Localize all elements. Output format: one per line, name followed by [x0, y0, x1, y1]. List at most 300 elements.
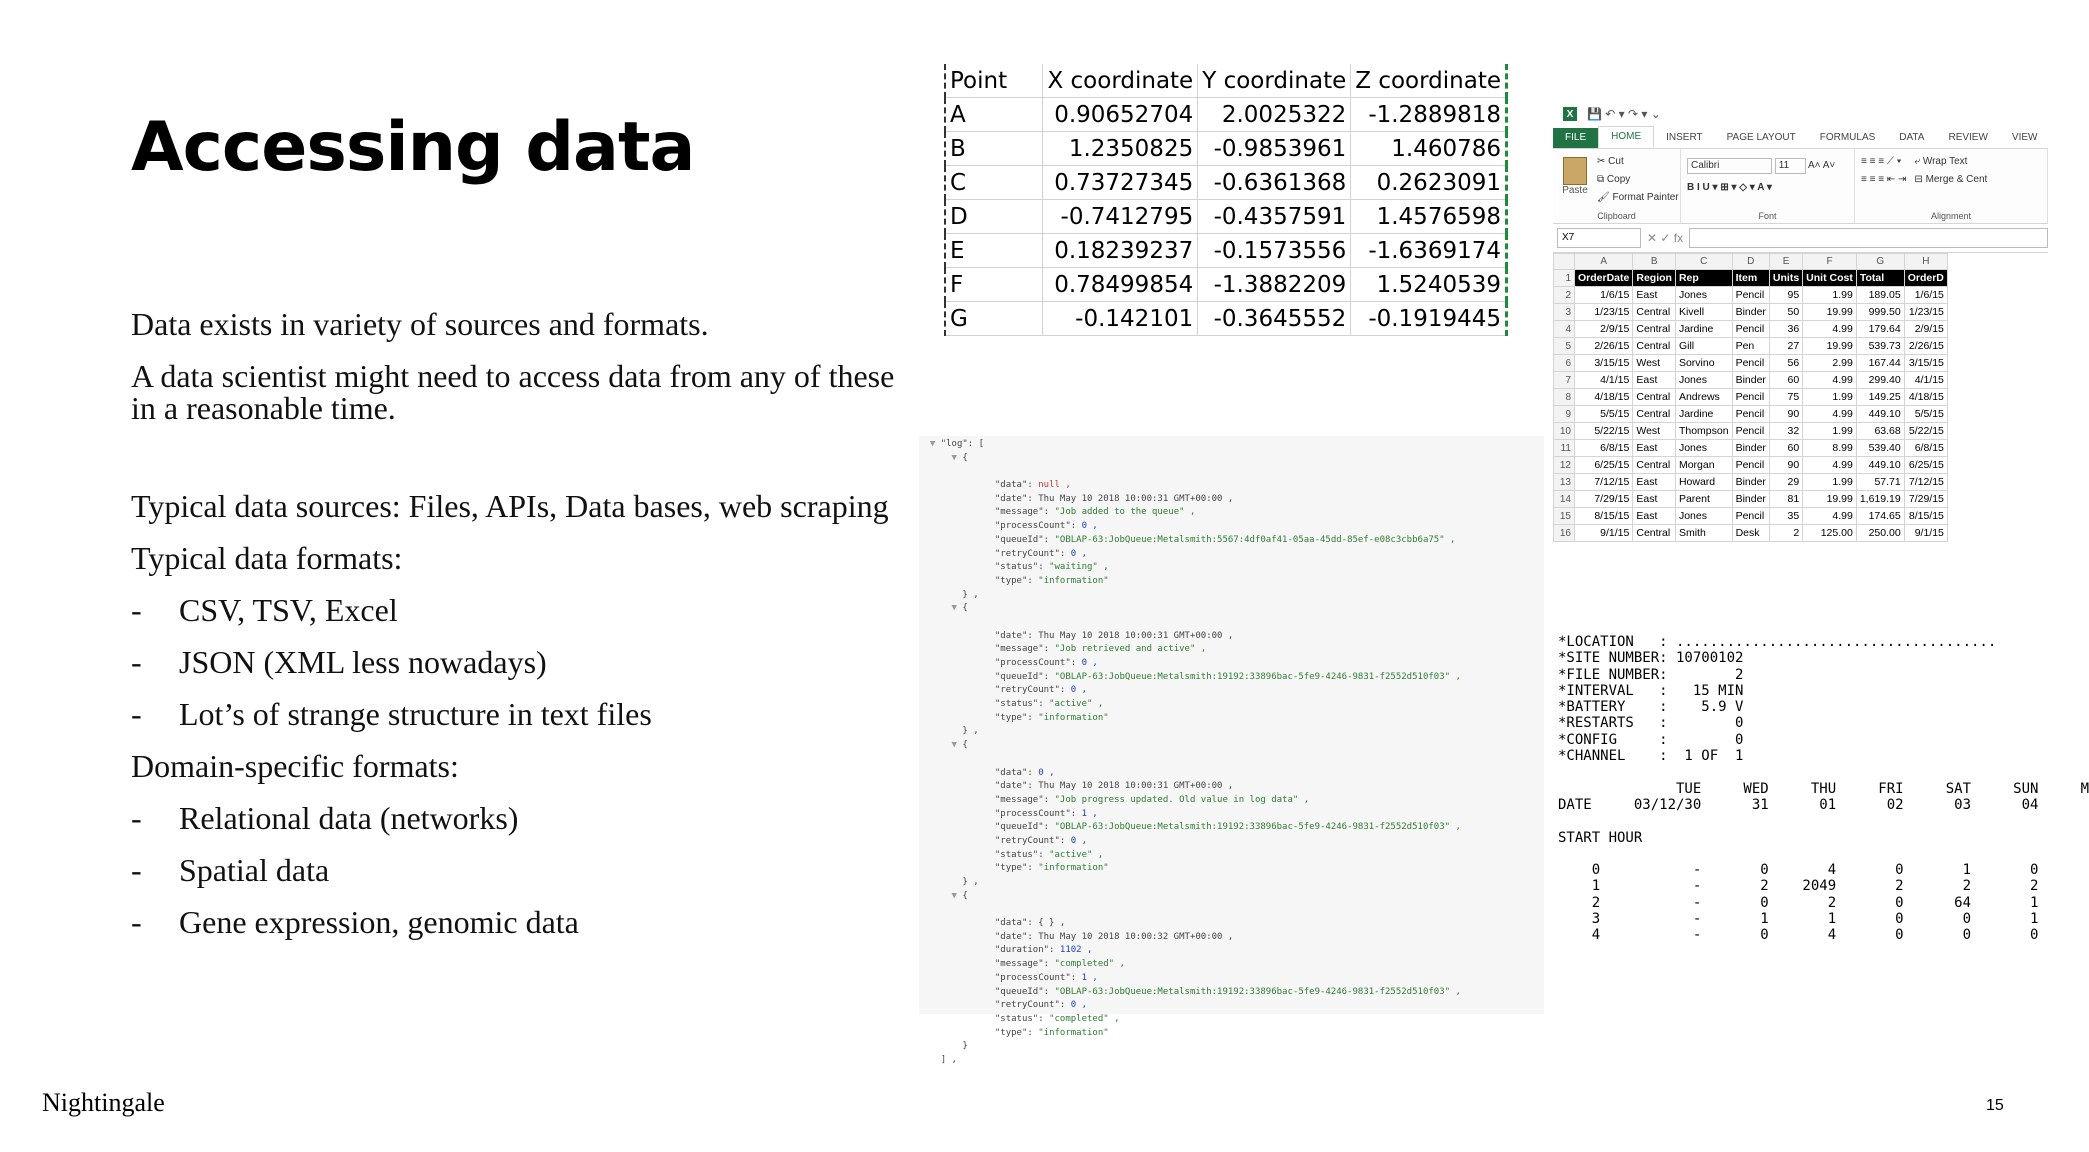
table-cell[interactable]: 4.99 [1803, 372, 1857, 389]
table-row [1554, 389, 1948, 406]
coord-cell: 1.460786 [1351, 132, 1507, 166]
table-cell[interactable]: Morgan [1675, 457, 1732, 474]
column-header[interactable]: B [1633, 254, 1676, 270]
text-line: *RESTARTS : 0 [1558, 715, 1744, 732]
table-cell[interactable]: 3/15/15 [1575, 355, 1633, 372]
table-header-cell[interactable]: OrderD [1904, 270, 1947, 287]
coord-cell: -0.6361368 [1198, 166, 1351, 200]
merge-center-button[interactable] [1914, 171, 1987, 189]
collapse-triangle-icon[interactable]: ▼ [951, 890, 957, 901]
tab-formulas[interactable]: FORMULAS [1819, 132, 1876, 143]
table-cell[interactable]: 1.99 [1803, 474, 1857, 491]
table-cell[interactable]: Andrews [1675, 389, 1732, 406]
table-cell[interactable]: 4.99 [1803, 406, 1857, 423]
json-line [919, 698, 1544, 712]
merge-icon: ⊟ [1914, 174, 1926, 185]
formula-bar-row [1553, 224, 2048, 253]
row-header[interactable]: 15 [1554, 508, 1575, 525]
table-cell[interactable]: Pen [1732, 338, 1769, 355]
table-cell[interactable]: Pencil [1732, 508, 1769, 525]
coord-cell: A [945, 98, 1043, 132]
coordinate-row [945, 98, 1507, 132]
table-cell[interactable]: 2.99 [1803, 355, 1857, 372]
json-line [919, 1027, 1544, 1041]
table-cell[interactable]: 81 [1769, 491, 1802, 508]
json-value: "OBLAP-63:JobQueue:Metalsmith:19192:33896bac-5fe9-4246-9831-f2552d510f03" , [1054, 986, 1461, 997]
table-cell[interactable]: 2/9/15 [1904, 321, 1947, 338]
table-header-cell[interactable]: Units [1769, 270, 1802, 287]
row-header[interactable]: 5 [1554, 338, 1575, 355]
table-cell[interactable]: 299.40 [1856, 372, 1904, 389]
collapse-triangle-icon[interactable]: ▼ [951, 603, 957, 614]
table-cell[interactable]: 60 [1769, 372, 1802, 389]
row-header[interactable]: 9 [1554, 406, 1575, 423]
json-key: "status": [994, 562, 1050, 573]
table-cell[interactable]: 167.44 [1856, 355, 1904, 372]
table-row [1554, 304, 1948, 321]
table-cell[interactable]: 6/8/15 [1575, 440, 1633, 457]
table-cell[interactable]: 60 [1769, 440, 1802, 457]
row-header[interactable]: 14 [1554, 491, 1575, 508]
tab-home[interactable]: HOME [1598, 126, 1654, 148]
json-key: "status": [994, 1013, 1050, 1024]
table-cell[interactable]: 6/25/15 [1904, 457, 1947, 474]
table-cell[interactable]: 174.65 [1856, 508, 1904, 525]
table-cell[interactable]: Central [1633, 525, 1676, 542]
font-size-select[interactable]: 11 [1775, 158, 1806, 174]
table-row [1554, 338, 1948, 355]
tab-review[interactable]: REVIEW [1948, 132, 1988, 143]
align-horizontal-buttons[interactable]: ≡ ≡ ≡ ⇤ ⇥ [1861, 174, 1907, 185]
json-key: { [962, 603, 968, 614]
table-cell[interactable]: 4.99 [1803, 508, 1857, 525]
json-line [919, 876, 1544, 890]
table-cell[interactable]: Pencil [1732, 457, 1769, 474]
table-cell[interactable]: 27 [1769, 338, 1802, 355]
table-cell[interactable]: 90 [1769, 457, 1802, 474]
row-header[interactable]: 16 [1554, 525, 1575, 542]
table-cell[interactable]: Pencil [1732, 423, 1769, 440]
table-cell[interactable]: 8/15/15 [1575, 508, 1633, 525]
column-header[interactable]: E [1769, 254, 1802, 270]
coord-cell: 0.73727345 [1043, 166, 1198, 200]
coord-cell: 0.90652704 [1043, 98, 1198, 132]
table-cell[interactable]: Smith [1675, 525, 1732, 542]
table-cell[interactable]: 2 [1769, 525, 1802, 542]
json-key: "type": [994, 863, 1039, 874]
text-line [1558, 813, 2048, 829]
select-all-corner[interactable] [1554, 254, 1575, 270]
table-cell[interactable]: 4/18/15 [1575, 389, 1633, 406]
table-cell[interactable]: Desk [1732, 525, 1769, 542]
table-cell[interactable]: 2/9/15 [1575, 321, 1633, 338]
table-cell[interactable]: 7/12/15 [1575, 474, 1633, 491]
json-line [919, 479, 1544, 493]
table-cell[interactable]: 29 [1769, 474, 1802, 491]
table-cell[interactable]: 35 [1769, 508, 1802, 525]
domain-item: Relational data (networks) [179, 800, 519, 836]
table-cell[interactable]: 2/26/15 [1904, 338, 1947, 355]
table-cell[interactable]: East [1633, 491, 1676, 508]
align-top-buttons[interactable]: ≡ ≡ ≡ ⟋ ▾ [1861, 156, 1902, 167]
json-key: } , [962, 877, 979, 887]
table-cell[interactable]: 4/1/15 [1575, 372, 1633, 389]
table-cell[interactable]: 1.99 [1803, 423, 1857, 440]
format-item: JSON (XML less nowadays) [179, 644, 547, 680]
format-bullet [131, 646, 911, 678]
table-cell[interactable]: 7/29/15 [1575, 491, 1633, 508]
table-cell[interactable]: Jones [1675, 508, 1732, 525]
intro-line-2: A data scientist might need to access data from any of these in a reasonable time. [131, 358, 895, 426]
formula-buttons[interactable]: ✕ ✓ fx [1647, 231, 1684, 245]
table-header-cell[interactable]: Total [1856, 270, 1904, 287]
row-header[interactable]: 13 [1554, 474, 1575, 491]
row-header[interactable]: 4 [1554, 321, 1575, 338]
domain-bullet [131, 854, 911, 886]
table-cell[interactable]: 5/5/15 [1575, 406, 1633, 423]
coordinate-table [944, 64, 1508, 336]
json-key: "retryCount": [994, 1000, 1071, 1011]
row-header[interactable]: 6 [1554, 355, 1575, 372]
column-header[interactable]: C [1675, 254, 1732, 270]
text-line: *BATTERY : 5.9 V [1558, 699, 1744, 716]
text-line: TUE WED THU FRI SAT SUN M [1558, 780, 2089, 797]
table-cell[interactable]: 1.99 [1803, 287, 1857, 304]
table-row [1554, 440, 1948, 457]
format-bullet [131, 698, 911, 730]
table-cell[interactable]: Central [1633, 457, 1676, 474]
json-key: "queueId": [994, 822, 1055, 833]
table-cell[interactable]: 250.00 [1856, 525, 1904, 542]
tab-page-layout[interactable]: PAGE LAYOUT [1726, 132, 1796, 143]
json-value: 1 , [1081, 972, 1098, 983]
table-cell[interactable]: East [1633, 508, 1676, 525]
table-cell[interactable]: 57.71 [1856, 474, 1904, 491]
json-key: "type": [994, 1027, 1039, 1038]
cut-button[interactable] [1597, 153, 1679, 171]
name-box[interactable]: X7 [1557, 228, 1641, 248]
table-cell[interactable]: 5/22/15 [1575, 423, 1633, 440]
table-cell[interactable]: 5/5/15 [1904, 406, 1947, 423]
json-key: { [962, 740, 968, 751]
row-header[interactable]: 11 [1554, 440, 1575, 457]
json-line [919, 999, 1544, 1013]
table-cell[interactable]: 19.99 [1803, 338, 1857, 355]
table-cell[interactable]: 189.05 [1856, 287, 1904, 304]
json-key: "data": [994, 767, 1039, 778]
json-key: } [962, 1041, 968, 1052]
text-line: *SITE NUMBER: 10700102 [1558, 650, 1744, 667]
table-cell[interactable]: Sorvino [1675, 355, 1732, 372]
table-cell[interactable]: Pencil [1732, 389, 1769, 406]
table-cell[interactable]: 539.40 [1856, 440, 1904, 457]
table-cell[interactable]: 9/1/15 [1904, 525, 1947, 542]
table-cell[interactable]: Jones [1675, 372, 1732, 389]
json-value: 0 , [1070, 835, 1087, 846]
font-style-buttons[interactable]: B I U ▾ ⊞ ▾ ◇ ▾ A ▾ [1687, 182, 1772, 193]
table-header-cell[interactable]: Region [1633, 270, 1676, 287]
table-cell[interactable]: 1,619.19 [1856, 491, 1904, 508]
json-value: "information" [1038, 712, 1109, 723]
table-cell[interactable]: 95 [1769, 287, 1802, 304]
coord-cell: -0.142101 [1043, 302, 1198, 336]
table-cell[interactable]: Howard [1675, 474, 1732, 491]
json-key: "queueId": [994, 986, 1055, 997]
table-cell[interactable]: Kivell [1675, 304, 1732, 321]
quick-access-toolbar[interactable]: 💾 ↶ ▾ ↷ ▾ ⌄ [1587, 107, 1661, 121]
table-row [1554, 423, 1948, 440]
coordinate-row [945, 268, 1507, 302]
json-key: "data": [994, 480, 1039, 491]
format-item: CSV, TSV, Excel [179, 592, 398, 628]
json-key: "processCount": [994, 972, 1082, 983]
table-cell[interactable]: Central [1633, 338, 1676, 355]
table-cell[interactable]: Jardine [1675, 406, 1732, 423]
font-name-select[interactable]: Calibri [1687, 158, 1772, 174]
table-header-cell[interactable]: OrderDate [1575, 270, 1633, 287]
json-line [919, 958, 1544, 972]
table-cell[interactable]: 8.99 [1803, 440, 1857, 457]
row-header[interactable]: 10 [1554, 423, 1575, 440]
json-value: 1 , [1081, 808, 1098, 819]
table-cell[interactable]: 8/15/15 [1904, 508, 1947, 525]
table-cell[interactable]: 449.10 [1856, 457, 1904, 474]
table-cell[interactable]: West [1633, 355, 1676, 372]
table-cell[interactable]: Pencil [1732, 321, 1769, 338]
table-cell[interactable]: 999.50 [1856, 304, 1904, 321]
table-cell[interactable]: Pencil [1732, 355, 1769, 372]
page-number: 15 [1986, 1097, 2004, 1114]
coord-cell: D [945, 200, 1043, 234]
json-key: "message": [994, 507, 1055, 518]
table-cell[interactable]: 539.73 [1856, 338, 1904, 355]
table-header-cell[interactable]: Unit Cost [1803, 270, 1857, 287]
json-value: 1102 , [1059, 945, 1093, 956]
coord-cell: 1.4576598 [1351, 200, 1507, 234]
row-header[interactable]: 8 [1554, 389, 1575, 406]
table-cell[interactable]: Gill [1675, 338, 1732, 355]
alignment-group-label: Alignment [1931, 211, 1972, 221]
shrink-font-button[interactable]: A˅ [1822, 160, 1836, 171]
table-cell[interactable]: 56 [1769, 355, 1802, 372]
json-key: "retryCount": [994, 685, 1071, 696]
coord-cell: B [945, 132, 1043, 166]
json-key: "type": [994, 575, 1039, 586]
slide-body [131, 308, 911, 938]
json-line [919, 835, 1544, 849]
excel-titlebar [1553, 102, 2048, 126]
json-line [919, 493, 1544, 507]
table-cell[interactable]: 4/18/15 [1904, 389, 1947, 406]
copy-button[interactable] [1597, 171, 1679, 189]
table-cell[interactable]: 7/12/15 [1904, 474, 1947, 491]
table-cell[interactable]: Binder [1732, 304, 1769, 321]
table-cell[interactable]: 1/23/15 [1575, 304, 1633, 321]
table-cell[interactable]: 7/29/15 [1904, 491, 1947, 508]
table-cell[interactable]: 1.99 [1803, 389, 1857, 406]
table-cell[interactable]: Thompson [1675, 423, 1732, 440]
collapse-triangle-icon[interactable]: ▼ [951, 740, 957, 751]
table-cell[interactable]: East [1633, 287, 1676, 304]
text-line: *INTERVAL : 15 MIN [1558, 682, 1744, 699]
table-cell[interactable]: 5/22/15 [1904, 423, 1947, 440]
json-value: "waiting" , [1049, 562, 1109, 573]
table-cell[interactable]: Pencil [1732, 406, 1769, 423]
bullet-dash: - [131, 592, 142, 628]
json-value: "OBLAP-63:JobQueue:Metalsmith:5567:4df0af41-05aa-45dd-85ef-e08c3cbb6a75" , [1054, 534, 1456, 545]
table-cell[interactable]: Central [1633, 389, 1676, 406]
grow-font-button[interactable]: A˄ [1808, 160, 1821, 171]
formula-bar-input[interactable] [1689, 228, 2048, 248]
table-cell[interactable]: 50 [1769, 304, 1802, 321]
table-cell[interactable]: Central [1633, 304, 1676, 321]
table-row [1554, 508, 1948, 525]
collapse-triangle-icon[interactable]: ▼ [951, 452, 957, 463]
json-line [919, 986, 1544, 1000]
table-cell[interactable]: 19.99 [1803, 491, 1857, 508]
row-header[interactable]: 7 [1554, 372, 1575, 389]
brush-icon: 🖌 [1597, 192, 1613, 203]
table-cell[interactable]: Jones [1675, 287, 1732, 304]
coord-cell: 0.2623091 [1351, 166, 1507, 200]
table-cell[interactable]: 36 [1769, 321, 1802, 338]
column-header[interactable]: D [1732, 254, 1769, 270]
coordinate-row [945, 132, 1507, 166]
json-key: "queueId": [994, 534, 1055, 545]
table-cell[interactable]: 125.00 [1803, 525, 1857, 542]
tab-data[interactable]: DATA [1899, 132, 1925, 143]
column-header[interactable]: G [1856, 254, 1904, 270]
table-cell[interactable]: 90 [1769, 406, 1802, 423]
table-cell[interactable]: Binder [1732, 372, 1769, 389]
table-cell[interactable]: 1/23/15 [1904, 304, 1947, 321]
table-row [1554, 355, 1948, 372]
table-cell[interactable]: 179.64 [1856, 321, 1904, 338]
json-value: null , [1038, 480, 1071, 491]
json-key: "log": [ [940, 439, 985, 449]
json-key: } , [962, 589, 979, 600]
table-cell[interactable]: Parent [1675, 491, 1732, 508]
row-header[interactable]: 3 [1554, 304, 1575, 321]
table-cell[interactable]: 1/6/15 [1904, 287, 1947, 304]
coord-cell: 1.2350825 [1043, 132, 1198, 166]
table-cell[interactable]: 9/1/15 [1575, 525, 1633, 542]
table-cell[interactable]: 1/6/15 [1575, 287, 1633, 304]
table-cell[interactable]: East [1633, 372, 1676, 389]
json-line [919, 944, 1544, 958]
table-cell[interactable]: East [1633, 474, 1676, 491]
table-cell[interactable]: Central [1633, 406, 1676, 423]
json-key: "date": Thu May 10 2018 10:00:31 GMT+00:00 , [994, 781, 1234, 792]
json-value: 0 , [1070, 548, 1087, 559]
table-header-cell[interactable]: Item [1732, 270, 1769, 287]
text-line: DATE 03/12/30 31 01 02 03 04 [1558, 796, 2039, 813]
clipboard-group-label: Clipboard [1597, 211, 1636, 221]
table-cell[interactable]: 4.99 [1803, 457, 1857, 474]
coordinate-row [945, 234, 1507, 268]
table-cell[interactable]: East [1633, 440, 1676, 457]
table-cell[interactable]: Jardine [1675, 321, 1732, 338]
json-value: 0 , [1070, 685, 1087, 696]
json-line [919, 780, 1544, 794]
table-cell[interactable]: Binder [1732, 440, 1769, 457]
json-line [919, 671, 1544, 685]
text-file-viewer [1558, 634, 2089, 952]
collapse-triangle-icon[interactable]: ▼ [929, 439, 936, 449]
table-cell[interactable]: 449.10 [1856, 406, 1904, 423]
text-line [1558, 846, 2048, 862]
table-cell[interactable]: Jones [1675, 440, 1732, 457]
paste-button[interactable] [1559, 153, 1591, 219]
table-cell[interactable]: Central [1633, 321, 1676, 338]
table-row [1554, 287, 1948, 304]
wrap-icon: ⤶ [1914, 156, 1923, 167]
footer-brand: Nightingale [42, 1088, 165, 1117]
table-cell[interactable]: 32 [1769, 423, 1802, 440]
json-value: "information" [1038, 575, 1109, 586]
table-cell[interactable]: 2/26/15 [1575, 338, 1633, 355]
format-painter-label: Format Painter [1612, 192, 1679, 203]
table-cell[interactable]: 149.25 [1856, 389, 1904, 406]
json-value: "Job added to the queue" , [1054, 507, 1196, 518]
table-cell[interactable]: 63.68 [1856, 423, 1904, 440]
row-header[interactable]: 2 [1554, 287, 1575, 304]
coord-cell: E [945, 234, 1043, 268]
json-line [919, 630, 1544, 644]
coord-header-cell: Point [945, 64, 1043, 98]
text-line [1558, 764, 2048, 780]
wrap-text-button[interactable] [1914, 153, 1987, 171]
coord-cell: C [945, 166, 1043, 200]
json-value: 0 , [1081, 658, 1098, 668]
table-cell[interactable]: 3/15/15 [1904, 355, 1947, 372]
row-header[interactable]: 1 [1554, 270, 1575, 287]
column-header[interactable]: A [1575, 254, 1633, 270]
bullet-dash: - [131, 644, 142, 680]
format-painter-button[interactable] [1597, 189, 1679, 207]
table-cell[interactable]: Binder [1732, 491, 1769, 508]
coord-cell: 1.5240539 [1351, 268, 1507, 302]
tab-view[interactable]: VIEW [2011, 132, 2038, 143]
column-header[interactable]: H [1904, 254, 1947, 270]
row-header[interactable]: 12 [1554, 457, 1575, 474]
json-key: "queueId": [994, 671, 1055, 682]
table-cell[interactable]: Pencil [1732, 287, 1769, 304]
table-header-cell[interactable]: Rep [1675, 270, 1732, 287]
table-cell[interactable]: Binder [1732, 474, 1769, 491]
table-cell[interactable]: 4.99 [1803, 321, 1857, 338]
coord-cell: G [945, 302, 1043, 336]
table-row [1554, 525, 1948, 542]
table-row [1554, 406, 1948, 423]
tab-insert[interactable]: INSERT [1666, 132, 1703, 143]
column-header[interactable]: F [1803, 254, 1857, 270]
json-line [919, 767, 1544, 781]
table-cell[interactable]: 6/25/15 [1575, 457, 1633, 474]
table-cell[interactable]: 4/1/15 [1904, 372, 1947, 389]
table-cell[interactable]: 19.99 [1803, 304, 1857, 321]
json-log-viewer [919, 436, 1544, 1065]
table-cell[interactable]: 6/8/15 [1904, 440, 1947, 457]
json-line [919, 931, 1544, 945]
table-cell[interactable]: 75 [1769, 389, 1802, 406]
json-value: "Job retrieved and active" , [1054, 644, 1207, 655]
text-line: *CHANNEL : 1 OF 1 [1558, 748, 1744, 765]
tab-file[interactable]: FILE [1553, 128, 1598, 148]
json-line [919, 739, 1544, 753]
table-cell[interactable]: West [1633, 423, 1676, 440]
json-value: "Job progress updated. Old value in log data" , [1054, 794, 1310, 805]
